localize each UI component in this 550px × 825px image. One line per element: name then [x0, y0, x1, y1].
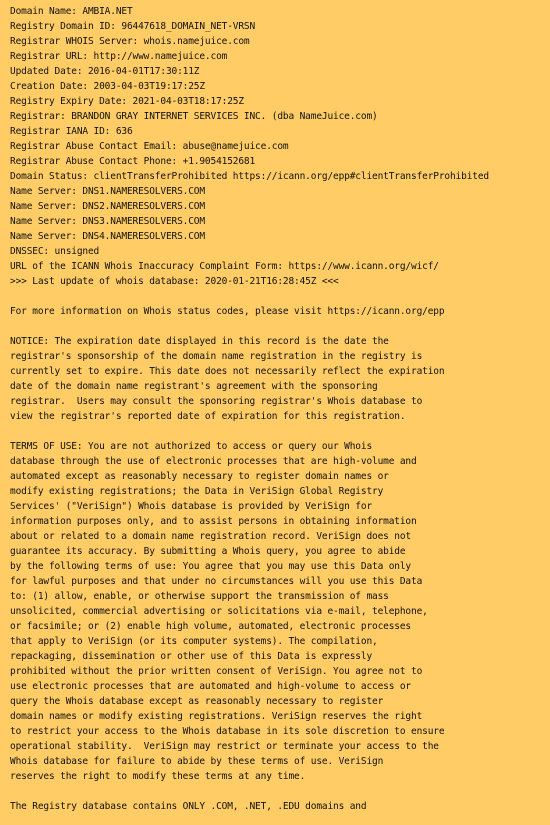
whois-line: currently set to expire. This date does not necessarily reflect the expiration [10, 366, 445, 377]
whois-line: Domain Name: AMBIA.NET [10, 6, 133, 17]
whois-line: by the following terms of use: You agree that you may use this Data only [10, 561, 412, 572]
whois-line: Registrar URL: http://www.namejuice.com [10, 51, 228, 62]
whois-line: Name Server: DNS2.NAMERESOLVERS.COM [10, 201, 205, 212]
whois-line: TERMS OF USE: You are not authorized to access or query our Whois [10, 441, 373, 452]
whois-line: database through the use of electronic processes that are high-volume and [10, 456, 417, 467]
whois-line: Registrar IANA ID: 636 [10, 126, 133, 137]
whois-line: or facsimile; or (2) enable high volume, automated, electronic processes [10, 621, 412, 632]
whois-line: reserves the right to modify these terms at any time. [10, 771, 306, 782]
whois-line [10, 319, 542, 334]
whois-line: Name Server: DNS3.NAMERESOLVERS.COM [10, 216, 205, 227]
whois-line: domain names or modify existing registrations. VeriSign reserves the right [10, 711, 423, 722]
whois-line: that apply to VeriSign (or its computer systems). The compilation, [10, 636, 378, 647]
whois-line: repackaging, dissemination or other use of this Data is expressly [10, 651, 373, 662]
whois-line: view the registrar's reported date of expiration for this registration. [10, 411, 406, 422]
whois-line [10, 424, 542, 439]
whois-line: Registrar Abuse Contact Phone: +1.9054152681 [10, 156, 256, 167]
whois-line: operational stability. VeriSign may restrict or terminate your access to the [10, 741, 439, 752]
whois-line: information purposes only, and to assist persons in obtaining information [10, 516, 417, 527]
whois-line: Registry Expiry Date: 2021-04-03T18:17:25Z [10, 96, 244, 107]
whois-line: date of the domain name registrant's agreement with the sponsoring [10, 381, 378, 392]
whois-line: DNSSEC: unsigned [10, 246, 100, 257]
whois-line: Name Server: DNS4.NAMERESOLVERS.COM [10, 231, 205, 242]
whois-line: Whois database for failure to abide by these terms of use. VeriSign [10, 756, 384, 767]
whois-line: guarantee its accuracy. By submitting a Whois query, you agree to abide [10, 546, 406, 557]
whois-line: Name Server: DNS1.NAMERESOLVERS.COM [10, 186, 205, 197]
whois-line: registrar. Users may consult the sponsoring registrar's Whois database to [10, 396, 423, 407]
whois-line: prohibited without the prior written consent of VeriSign. You agree not to [10, 666, 423, 677]
whois-line: Registrar WHOIS Server: whois.namejuice.com [10, 36, 250, 47]
whois-line: for lawful purposes and that under no circumstances will you use this Data [10, 576, 423, 587]
whois-line: Creation Date: 2003-04-03T19:17:25Z [10, 81, 205, 92]
whois-line: The Registry database contains ONLY .COM, .NET, .EDU domains and [10, 801, 367, 812]
whois-line: to: (1) allow, enable, or otherwise support the transmission of mass [10, 591, 389, 602]
whois-line [10, 784, 542, 799]
whois-line: >>> Last update of whois database: 2020-01-21T16:28:45Z <<< [10, 276, 339, 287]
whois-line: Services' ("VeriSign") Whois database is provided by VeriSign for [10, 501, 373, 512]
whois-line: unsolicited, commercial advertising or solicitations via e-mail, telephone, [10, 606, 428, 617]
whois-line [10, 289, 542, 304]
whois-record-text [10, 4, 542, 814]
whois-line: Domain Status: clientTransferProhibited https://icann.org/epp#clientTransferProhibited [10, 171, 489, 182]
whois-line: query the Whois database except as reasonably necessary to register [10, 696, 384, 707]
whois-line: Updated Date: 2016-04-01T17:30:11Z [10, 66, 200, 77]
whois-line: about or related to a domain name registration record. VeriSign does not [10, 531, 412, 542]
whois-line: URL of the ICANN Whois Inaccuracy Complaint Form: https://www.icann.org/wicf/ [10, 261, 439, 272]
whois-line: Registry Domain ID: 96447618_DOMAIN_NET-VRSN [10, 21, 256, 32]
whois-line: For more information on Whois status codes, please visit https://icann.org/epp [10, 306, 445, 317]
whois-line: modify existing registrations; the Data in VeriSign Global Registry [10, 486, 384, 497]
whois-line: Registrar Abuse Contact Email: abuse@namejuice.com [10, 141, 289, 152]
whois-line: use electronic processes that are automated and high-volume to access or [10, 681, 412, 692]
whois-line: automated except as reasonably necessary to register domain names or [10, 471, 389, 482]
whois-line: to restrict your access to the Whois database in its sole discretion to ensure [10, 726, 445, 737]
whois-line: NOTICE: The expiration date displayed in this record is the date the [10, 336, 389, 347]
whois-line: Registrar: BRANDON GRAY INTERNET SERVICES INC. (dba NameJuice.com) [10, 111, 378, 122]
whois-line: registrar's sponsorship of the domain name registration in the registry is [10, 351, 423, 362]
